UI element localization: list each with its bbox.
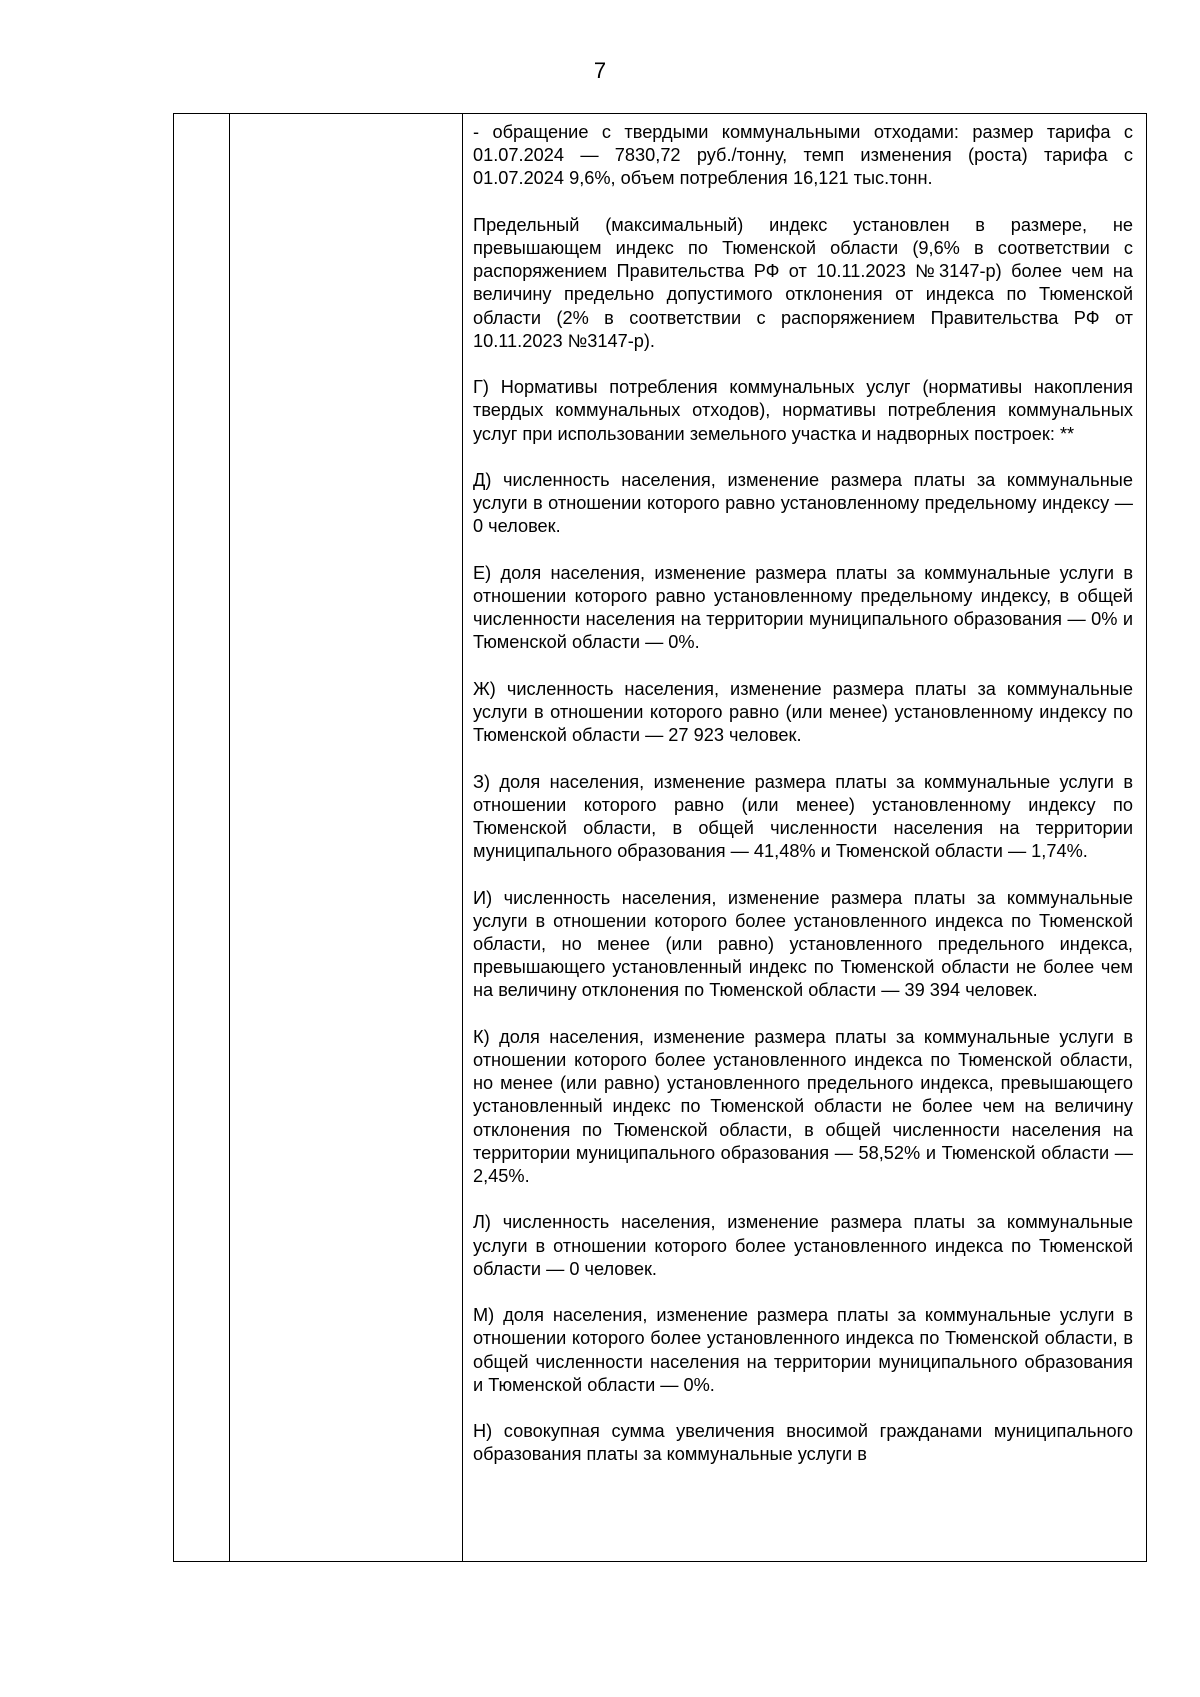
paragraph-l-population: Л) численность населения, изменение размера платы за коммунальные услуги в отношении которого более установленного индекса по Тюменской области — 0 человек.: [473, 1212, 1133, 1279]
paragraph-n-total-sum: Н) совокупная сумма увеличения вносимой гражданами муниципального образования платы за коммунальные услуги в: [473, 1421, 1133, 1465]
page-number: 7: [593, 58, 607, 83]
paragraph-max-index: Предельный (максимальный) индекс установлен в размере, не превышающем индекс по Тюменской области (9,6% в соответствии с распоряжением Правительства РФ от 10.11.2023 №3147-р) более чем на величину предельно допустимого отклонения от индекса по Тюменской области (2% в соответствии с распоряжением Правительства РФ от 10.11.2023 №3147-р).: [473, 214, 1133, 351]
paragraph-g-norms: Г) Нормативы потребления коммунальных услуг (нормативы накопления твердых коммунальных отходов), нормативы потребления коммунальных услуг при использовании земельного участка и надворных построек: **: [473, 377, 1133, 444]
paragraph-i-population: И) численность населения, изменение размера платы за коммунальные услуги в отношении которого более установленного индекса по Тюменской области, но менее (или равно) установленного предельного индекса, превышающего установленный индекс по Тюменской области не более чем на величину отклонения по Тюменской области — 39 394 человек.: [473, 887, 1133, 1001]
paragraph-z-share: З) доля населения, изменение размера платы за коммунальные услуги в отношении которого равно (или менее) установленному индексу по Тюменской области, в общей численности населения на территории муниципального образования — 41,48% и Тюменской области — 1,74%.: [473, 771, 1133, 862]
paragraph-d-population: Д) численность населения, изменение размера платы за коммунальные услуги в отношении которого равно установленному предельному индексу — 0 человек.: [473, 470, 1133, 537]
paragraph-m-share: М) доля населения, изменение размера платы за коммунальные услуги в отношении которого более установленного индекса по Тюменской области, в общей численности населения на территории муниципального образования и Тюменской области — 0%.: [473, 1305, 1133, 1395]
table-text-cell: [473, 121, 1133, 1467]
paragraph-zh-population: Ж) численность населения, изменение размера платы за коммунальные услуги в отношении которого равно (или менее) установленному индексу по Тюменской области — 27 923 человек.: [473, 678, 1133, 746]
table-column-divider: [229, 114, 230, 1561]
paragraph-k-share: К) доля населения, изменение размера платы за коммунальные услуги в отношении которого более установленного индекса по Тюменской области, но менее (или равно) установленного предельного индекса, превышающего установленный индекс по Тюменской области не более чем на величину отклонения по Тюменской области, в общей численности населения на территории муниципального образования — 58,52% и Тюменской области — 2,45%.: [473, 1026, 1133, 1187]
paragraph-e-share: Е) доля населения, изменение размера платы за коммунальные услуги в отношении которого равно установленному предельному индексу, в общей численности населения на территории муниципального образования — 0% и Тюменской области — 0%.: [473, 562, 1133, 653]
content-table: [173, 113, 1147, 1562]
paragraph-tko-tariff: - обращение с твердыми коммунальными отходами: размер тарифа с 01.07.2024 — 7830,72 руб./тонну, темп изменения (роста) тарифа с 01.07.2024 9,6%, объем потребления 16,121 тыс.тонн.: [473, 122, 1133, 189]
table-column-divider: [462, 114, 463, 1561]
